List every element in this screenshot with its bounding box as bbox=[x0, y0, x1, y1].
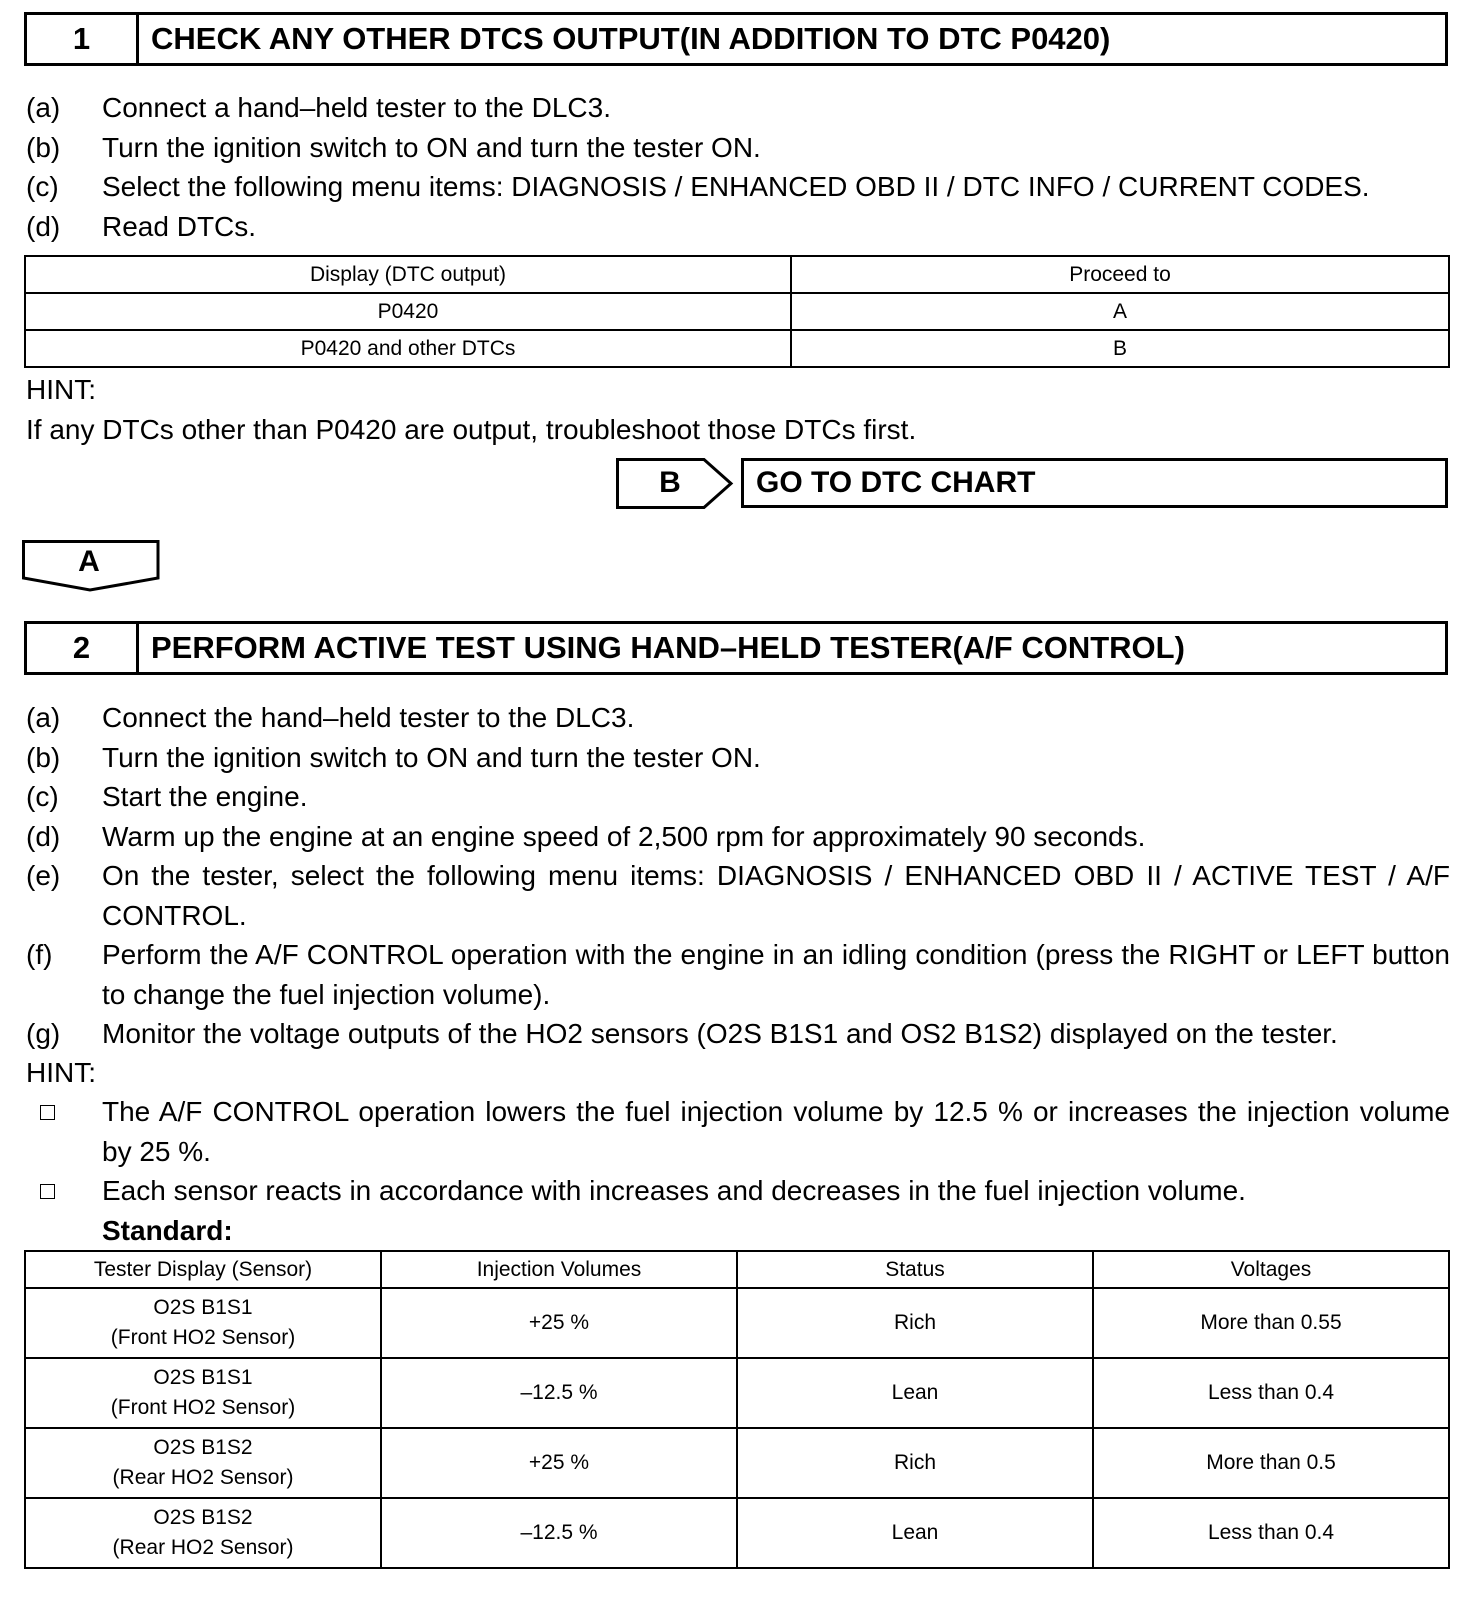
hint-label: HINT: bbox=[26, 374, 96, 405]
hint-text: If any DTCs other than P0420 are output, troubleshoot those DTCs first. bbox=[26, 414, 917, 445]
list-item bbox=[26, 1014, 1450, 1054]
sensor-name: O2S B1S1 bbox=[153, 1366, 253, 1389]
table-row bbox=[25, 1358, 1449, 1428]
sensor-name: O2S B1S2 bbox=[153, 1436, 253, 1459]
step-2-header bbox=[24, 621, 1448, 675]
item-text: Select the following menu items: DIAGNOSIS / ENHANCED OBD II / DTC INFO / CURRENT CODES. bbox=[102, 171, 1370, 202]
step-2-instructions bbox=[26, 698, 1450, 1054]
table-row bbox=[25, 293, 1449, 330]
checkbox-icon bbox=[40, 1184, 55, 1199]
list-item bbox=[26, 738, 1450, 778]
table-row bbox=[25, 1428, 1449, 1498]
item-text: Perform the A/F CONTROL operation with the engine in an idling condition (press the RIGHT or LEFT button to change the fuel injection volume). bbox=[102, 939, 1450, 1010]
table-header-cell: Tester Display (Sensor) bbox=[25, 1251, 381, 1288]
sensor-location: (Front HO2 Sensor) bbox=[110, 1326, 296, 1349]
branch-label: B bbox=[659, 466, 681, 499]
item-marker: (f) bbox=[26, 939, 53, 970]
table-row bbox=[25, 1288, 1449, 1358]
item-marker: (a) bbox=[26, 92, 61, 123]
item-marker: (e) bbox=[26, 860, 61, 891]
item-marker: (g) bbox=[26, 1018, 61, 1049]
item-text: Turn the ignition switch to ON and turn the tester ON. bbox=[102, 131, 761, 163]
item-text: Read DTCs. bbox=[102, 210, 257, 242]
step-number: 1 bbox=[27, 15, 139, 63]
table-header-row bbox=[25, 1251, 1449, 1288]
sensor-cell bbox=[25, 1498, 381, 1568]
sensor-cell bbox=[25, 1288, 381, 1358]
bullet-text: The A/F CONTROL operation lowers the fuel injection volume by 12.5 % or increases the injection volume by 25 %. bbox=[102, 1096, 1450, 1167]
item-text: Turn the ignition switch to ON and turn the tester ON. bbox=[102, 741, 761, 773]
checkbox-icon bbox=[40, 1105, 55, 1120]
sensor-cell bbox=[25, 1428, 381, 1498]
table-cell: P0420 bbox=[25, 293, 791, 330]
bullet-text: Each sensor reacts in accordance with increases and decreases in the fuel injection volume. bbox=[102, 1175, 1246, 1206]
sensor-location: (Front HO2 Sensor) bbox=[110, 1396, 296, 1419]
injection-cell: +25 % bbox=[381, 1288, 737, 1358]
voltage-cell: Less than 0.4 bbox=[1093, 1498, 1449, 1568]
step-title: CHECK ANY OTHER DTCS OUTPUT(IN ADDITION TO DTC P0420) bbox=[151, 21, 1111, 56]
list-item bbox=[26, 128, 1450, 168]
item-marker: (d) bbox=[26, 210, 61, 242]
injection-cell: –12.5 % bbox=[381, 1498, 737, 1568]
item-text: Warm up the engine at an engine speed of 2,500 rpm for approximately 90 seconds. bbox=[102, 820, 1146, 852]
table-row bbox=[25, 1498, 1449, 1568]
sensor-name: O2S B1S1 bbox=[153, 1296, 253, 1319]
status-cell: Lean bbox=[737, 1358, 1093, 1428]
bullet-item bbox=[26, 1171, 1450, 1211]
voltage-cell: More than 0.5 bbox=[1093, 1428, 1449, 1498]
voltage-cell: Less than 0.4 bbox=[1093, 1358, 1449, 1428]
item-marker: (b) bbox=[26, 741, 61, 773]
sensor-location: (Rear HO2 Sensor) bbox=[112, 1536, 294, 1559]
status-cell: Rich bbox=[737, 1288, 1093, 1358]
list-item bbox=[26, 167, 1450, 207]
goto-dtc-chart: GO TO DTC CHART bbox=[741, 458, 1448, 508]
item-text: Connect a hand–held tester to the DLC3. bbox=[102, 92, 612, 123]
table-header-cell: Display (DTC output) bbox=[25, 256, 791, 293]
item-text: Connect the hand–held tester to the DLC3. bbox=[102, 702, 635, 733]
table-cell: B bbox=[791, 330, 1449, 367]
dtc-output-table bbox=[24, 255, 1450, 368]
list-item bbox=[26, 817, 1450, 857]
sensor-cell bbox=[25, 1358, 381, 1428]
standard-label: Standard: bbox=[102, 1214, 233, 1246]
item-marker: (a) bbox=[26, 702, 61, 733]
bullet-item bbox=[26, 1092, 1450, 1171]
item-text: Start the engine. bbox=[102, 781, 308, 812]
status-cell: Rich bbox=[737, 1428, 1093, 1498]
table-cell: P0420 and other DTCs bbox=[25, 330, 791, 367]
step-1-instructions bbox=[26, 88, 1450, 246]
list-item bbox=[26, 777, 1450, 817]
branch-label: A bbox=[78, 545, 100, 578]
list-item bbox=[26, 935, 1450, 1014]
table-cell: A bbox=[791, 293, 1449, 330]
item-text: Monitor the voltage outputs of the HO2 sensors (O2S B1S1 and OS2 B1S2) displayed on the tester. bbox=[102, 1018, 1338, 1049]
table-header-cell: Injection Volumes bbox=[381, 1251, 737, 1288]
table-header-cell: Proceed to bbox=[791, 256, 1449, 293]
item-marker: (c) bbox=[26, 171, 59, 202]
table-header-cell: Voltages bbox=[1093, 1251, 1449, 1288]
injection-cell: –12.5 % bbox=[381, 1358, 737, 1428]
list-item bbox=[26, 207, 1450, 247]
status-cell: Lean bbox=[737, 1498, 1093, 1568]
item-marker: (c) bbox=[26, 781, 59, 812]
item-marker: (d) bbox=[26, 820, 61, 852]
injection-cell: +25 % bbox=[381, 1428, 737, 1498]
step-title: PERFORM ACTIVE TEST USING HAND–HELD TESTER(A/F CONTROL) bbox=[151, 630, 1185, 665]
step-number: 2 bbox=[27, 624, 139, 672]
list-item bbox=[26, 856, 1450, 935]
item-text: On the tester, select the following menu items: DIAGNOSIS / ENHANCED OBD II / ACTIVE TEST / A/F CONTROL. bbox=[102, 860, 1450, 931]
table-header-row bbox=[25, 256, 1449, 293]
sensor-name: O2S B1S2 bbox=[153, 1506, 253, 1529]
step-1-header bbox=[24, 12, 1448, 66]
sensor-location: (Rear HO2 Sensor) bbox=[112, 1466, 294, 1489]
voltage-cell: More than 0.55 bbox=[1093, 1288, 1449, 1358]
hint-label: HINT: bbox=[26, 1057, 96, 1088]
list-item bbox=[26, 88, 1450, 128]
hint-bullets bbox=[26, 1092, 1450, 1250]
list-item bbox=[26, 698, 1450, 738]
item-marker: (b) bbox=[26, 131, 61, 163]
table-row bbox=[25, 330, 1449, 367]
branch-a-arrow bbox=[22, 540, 160, 592]
standard-voltage-table bbox=[24, 1250, 1450, 1569]
table-header-cell: Status bbox=[737, 1251, 1093, 1288]
